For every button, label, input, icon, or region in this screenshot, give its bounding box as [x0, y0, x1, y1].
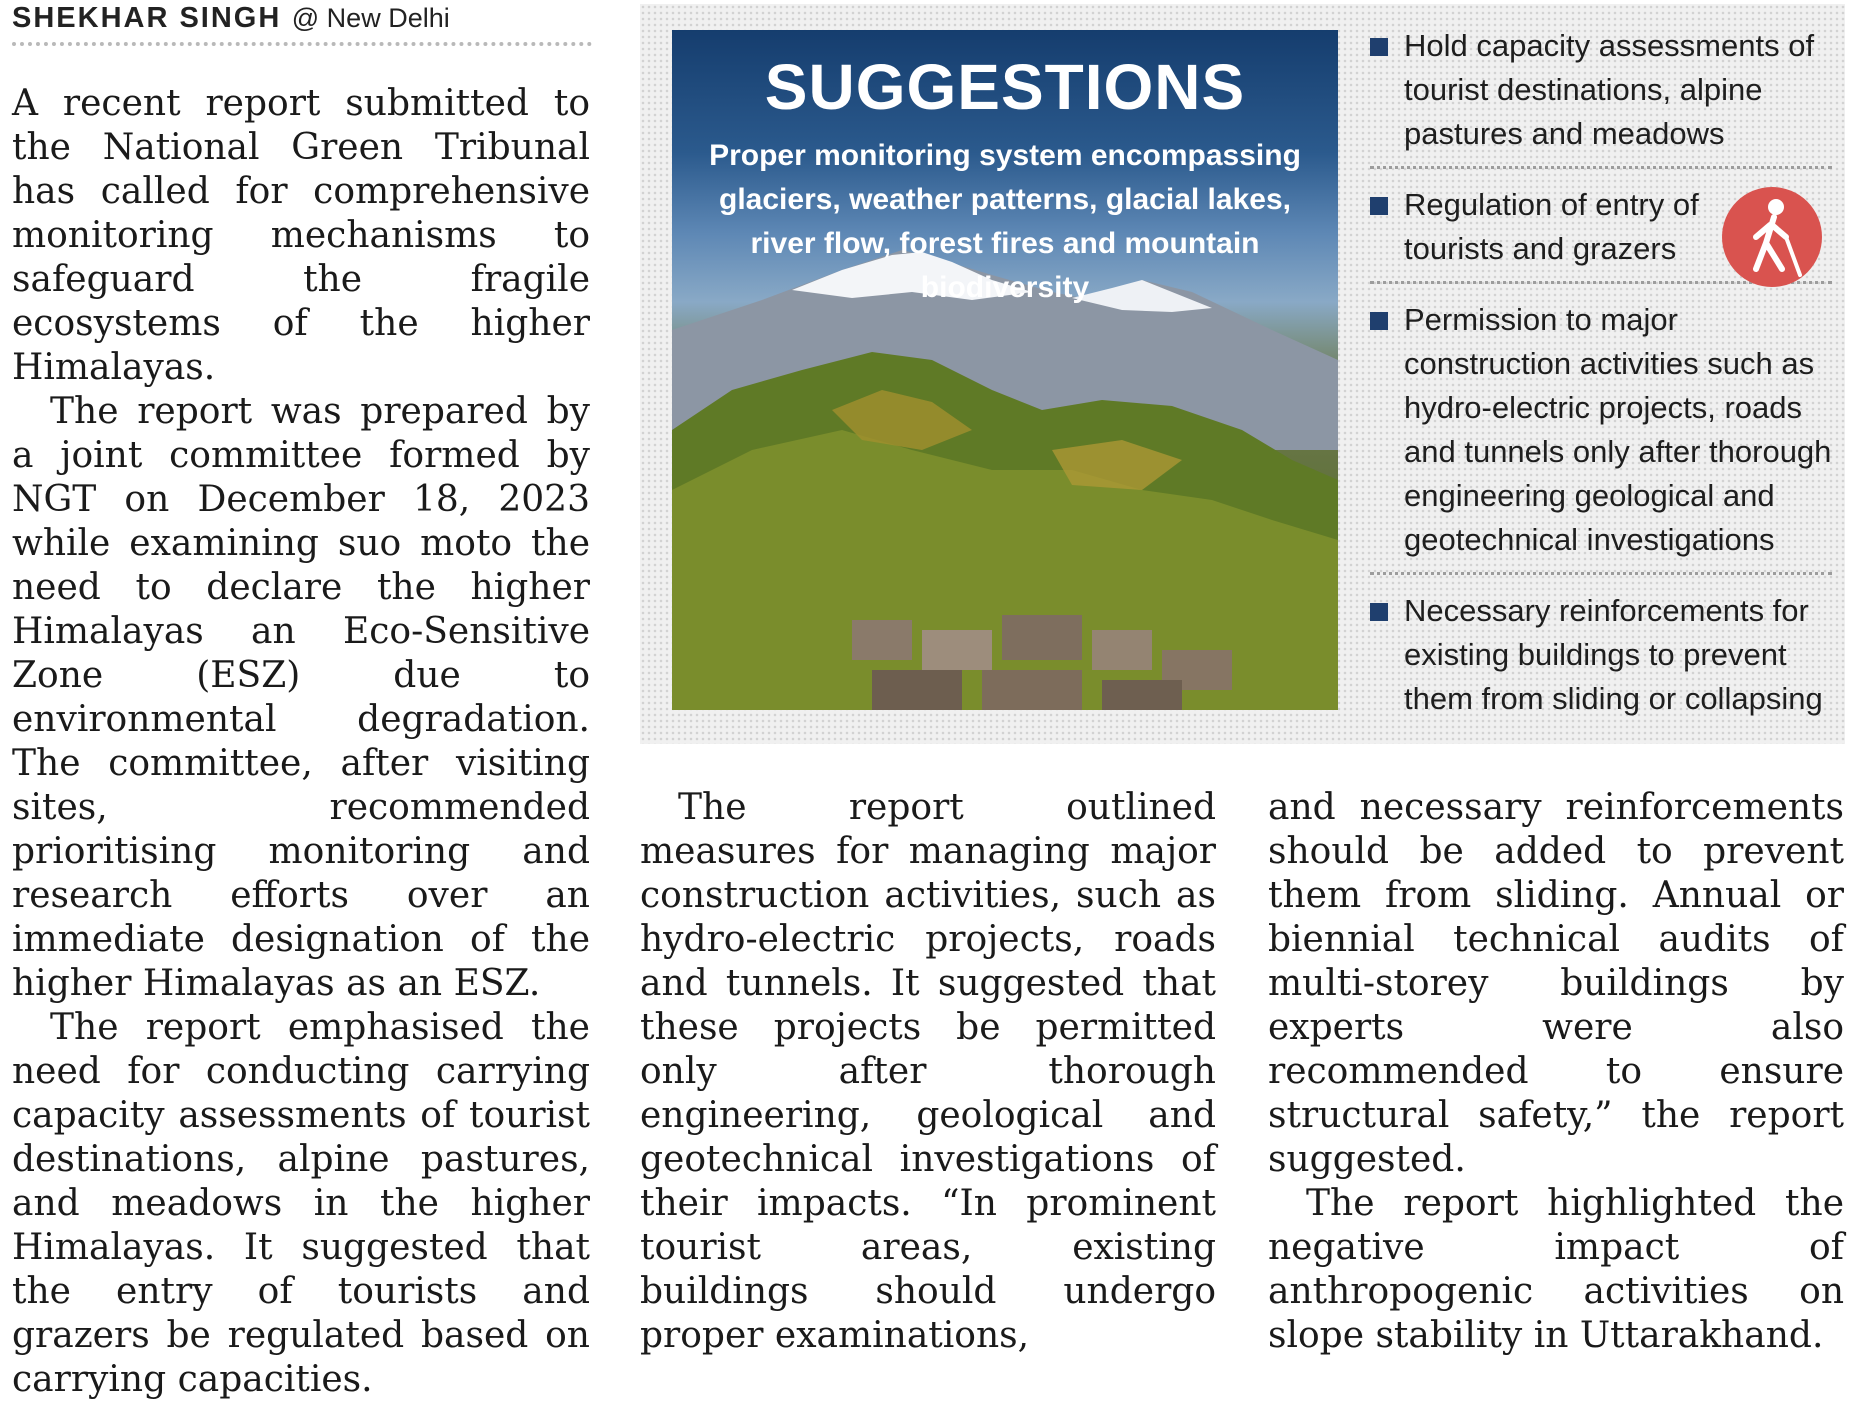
article-column-3 — [1268, 786, 1844, 1356]
dateline-location: @ New Delhi — [291, 3, 450, 33]
list-item-text: Hold capacity assessments of tourist destinations, alpine pastures and meadows — [1404, 28, 1815, 151]
article-paragraph: The report outlined measures for managing major construction activities, such as hydro-electric projects, roads and tunnels. It suggested that these projects be permitted only after thorough engineering, geological and geotechnical investigations of their impacts. “In prominent tourist areas, existing buildings should undergo proper examinations, — [640, 787, 1216, 1356]
article-paragraph: The report was prepared by a joint committee formed by NGT on December 18, 2023 while examining suo moto the need to declare the higher Himalayas an Eco-Sensitive Zone (ESZ) due to environmental degradation. The committee, after visiting sites, recommended prioritising monitoring and research efforts over an immediate designation of the higher Himalayas as an ESZ. — [12, 391, 590, 1004]
list-item-text: Regulation of entry of tourists and grazers — [1404, 187, 1699, 266]
article-column-1 — [12, 82, 590, 1400]
suggestions-list — [1370, 24, 1832, 745]
mountain-landscape-illustration — [672, 30, 1338, 710]
square-bullet-icon — [1370, 312, 1388, 330]
list-item — [1370, 589, 1832, 731]
list-item-text: Necessary reinforcements for existing buildings to prevent them from sliding or collapsing — [1404, 593, 1823, 716]
suggestions-infobox — [640, 4, 1845, 744]
list-item — [1370, 298, 1832, 575]
article-paragraph: A recent report submitted to the National Green Tribunal has called for comprehensive monitoring mechanisms to safeguard the fragile ecosystems of the higher Himalayas. — [12, 83, 590, 388]
list-item-text: Permission to major construction activities such as hydro-electric projects, roads and tunnels only after thorough engineering geological and geotechnical investigations — [1404, 302, 1832, 557]
infobox-title: SUGGESTIONS — [764, 51, 1246, 123]
article-column-2 — [640, 786, 1216, 1356]
walking-person-icon — [1720, 185, 1824, 289]
article-paragraph: The report emphasised the need for conducting carrying capacity assessments of tourist destinations, alpine pastures, and meadows in the higher Himalayas. It suggested that the entry of tourists and grazers be regulated based on carrying capacities. — [12, 1007, 590, 1400]
list-item — [1370, 24, 1832, 169]
square-bullet-icon — [1370, 38, 1388, 56]
himalaya-photo — [672, 30, 1338, 710]
square-bullet-icon — [1370, 603, 1388, 621]
article-paragraph: and necessary reinforcements should be added to prevent them from sliding. Annual or biennial technical audits of multi-storey buildings by experts were also recommended to ensure structural safety,” the report suggested. — [1268, 787, 1844, 1180]
square-bullet-icon — [1370, 197, 1388, 215]
list-item — [1370, 183, 1832, 284]
infobox-subtitle: Proper monitoring system encompassing glaciers, weather patterns, glacial lakes, river flow, forest fires and mountain biodiversity — [709, 139, 1301, 304]
article-paragraph: The report highlighted the negative impact of anthropogenic activities on slope stability in Uttarakhand. — [1268, 1183, 1844, 1356]
byline — [12, 2, 592, 46]
author-name: SHEKHAR SINGH — [12, 2, 282, 34]
